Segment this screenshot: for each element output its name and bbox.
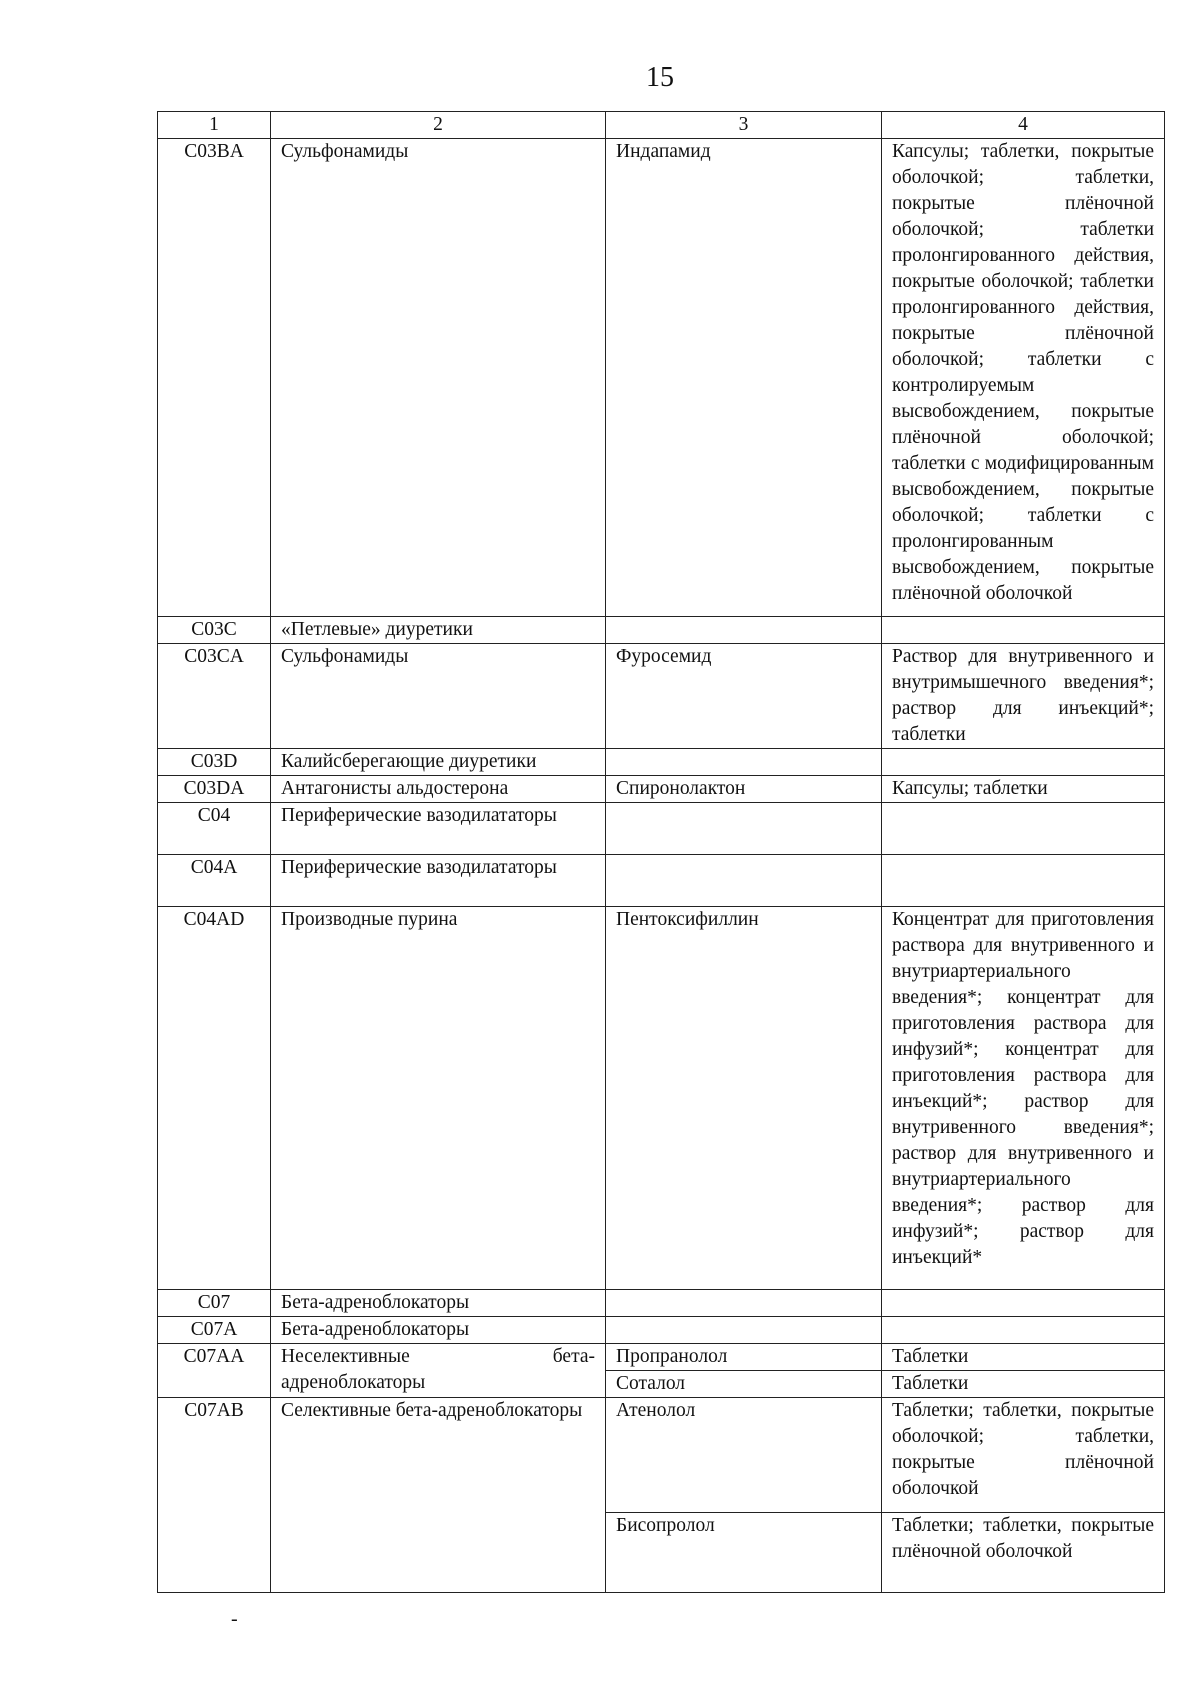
table-row — [158, 855, 1165, 907]
dosage-form — [882, 617, 1165, 644]
column-header: 1 — [158, 112, 271, 139]
group-name: Неселективные бета-адреноблокаторы — [271, 1344, 606, 1398]
atc-code: C04 — [158, 803, 271, 855]
dosage-form: Таблетки — [882, 1371, 1165, 1398]
column-header: 4 — [882, 112, 1165, 139]
group-name: Сульфонамиды — [271, 644, 606, 749]
group-name: Бета-адреноблокаторы — [271, 1317, 606, 1344]
dosage-form: Капсулы; таблетки, покрытые оболочкой; таблетки, покрытые плёночной оболочкой; таблетки пролонгированного действия, покрытые оболочкой; таблетки пролонгированного действия, покрытые плёночной оболочкой; таблетки с контролируемым высвобождением, покрытые плёночной оболочкой; таблетки с модифицированным высвобождением, покрытые оболочкой; таблетки с пролонгированным высвобождением, покрытые плёночной оболочкой — [882, 139, 1165, 617]
group-name: Периферические вазодилататоры — [271, 855, 606, 907]
drug-name: Бисопролол — [606, 1513, 882, 1593]
table-row — [158, 803, 1165, 855]
table-row — [158, 1317, 1165, 1344]
table-row — [158, 1290, 1165, 1317]
atc-code: C04AD — [158, 907, 271, 1290]
atc-code: C07A — [158, 1317, 271, 1344]
drug-name: Атенолол — [606, 1398, 882, 1513]
drug-name — [606, 617, 882, 644]
group-name: «Петлевые» диуретики — [271, 617, 606, 644]
atc-code: C07AA — [158, 1344, 271, 1398]
drug-name: Пропранолол — [606, 1344, 882, 1371]
group-name: Бета-адреноблокаторы — [271, 1290, 606, 1317]
dosage-form — [882, 1290, 1165, 1317]
drug-name: Индапамид — [606, 139, 882, 617]
atc-code: C07 — [158, 1290, 271, 1317]
dosage-form — [882, 803, 1165, 855]
drug-name: Спиронолактон — [606, 776, 882, 803]
dosage-form: Раствор для внутривенного и внутримышечного введения*; раствор для инъекций*; таблетки — [882, 644, 1165, 749]
atc-code: C03D — [158, 749, 271, 776]
table-row — [158, 139, 1165, 617]
table-row — [158, 617, 1165, 644]
atc-drug-table — [157, 111, 1165, 1593]
drug-name — [606, 749, 882, 776]
drug-name: Фуросемид — [606, 644, 882, 749]
atc-code: C03C — [158, 617, 271, 644]
group-name: Антагонисты альдостерона — [271, 776, 606, 803]
atc-code: C03CA — [158, 644, 271, 749]
dosage-form: Таблетки — [882, 1344, 1165, 1371]
table-header-row — [158, 112, 1165, 139]
dosage-form — [882, 855, 1165, 907]
group-name: Сульфонамиды — [271, 139, 606, 617]
table-row — [158, 1344, 1165, 1371]
atc-code: C03DA — [158, 776, 271, 803]
table-row — [158, 776, 1165, 803]
dosage-form — [882, 749, 1165, 776]
atc-code: C04A — [158, 855, 271, 907]
group-name: Калийсберегающие диуретики — [271, 749, 606, 776]
dosage-form: Концентрат для приготовления раствора для внутривенного и внутриартериального введения*; концентрат для приготовления раствора для инфузий*; концентрат для приготовления раствора для инъекций*; раствор для внутривенного введения*; раствор для внутривенного и внутриартериального введения*; раствор для инфузий*; раствор для инъекций* — [882, 907, 1165, 1290]
atc-code: C07AB — [158, 1398, 271, 1593]
drug-name — [606, 1290, 882, 1317]
drug-name: Соталол — [606, 1371, 882, 1398]
group-name: Производные пурина — [271, 907, 606, 1290]
drug-name — [606, 1317, 882, 1344]
drug-name — [606, 855, 882, 907]
dosage-form: Капсулы; таблетки — [882, 776, 1165, 803]
table-row — [158, 749, 1165, 776]
column-header: 3 — [606, 112, 882, 139]
table-row — [158, 907, 1165, 1290]
dosage-form: Таблетки; таблетки, покрытые плёночной оболочкой — [882, 1513, 1165, 1593]
group-name: Селективные бета-адреноблокаторы — [271, 1398, 606, 1593]
drug-name: Пентоксифиллин — [606, 907, 882, 1290]
drug-name — [606, 803, 882, 855]
footer-mark: - — [231, 1608, 238, 1630]
dosage-form — [882, 1317, 1165, 1344]
dosage-form: Таблетки; таблетки, покрытые оболочкой; таблетки, покрытые плёночной оболочкой — [882, 1398, 1165, 1513]
page-number: 15 — [646, 62, 674, 93]
group-name: Периферические вазодилататоры — [271, 803, 606, 855]
atc-code: C03BA — [158, 139, 271, 617]
table-row — [158, 644, 1165, 749]
table-row — [158, 1398, 1165, 1513]
column-header: 2 — [271, 112, 606, 139]
